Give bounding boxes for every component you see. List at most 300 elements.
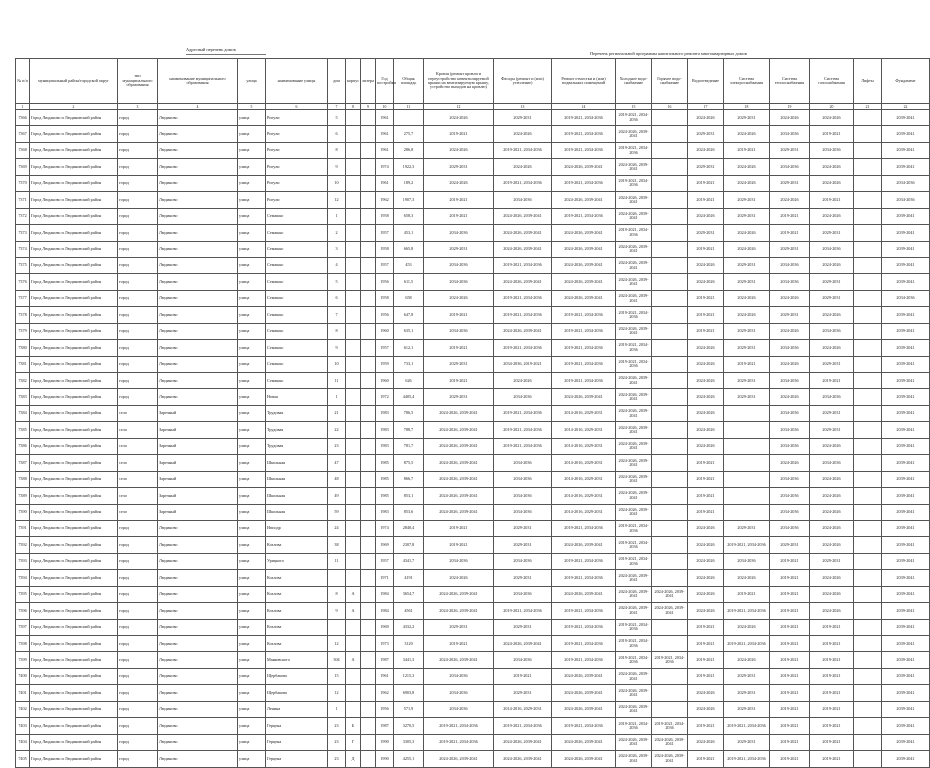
table-cell-n: 7405 xyxy=(16,751,30,767)
table-row xyxy=(16,718,930,734)
column-header: Общая площадь xyxy=(394,59,424,104)
table-cell-mo: Людиново xyxy=(158,225,238,241)
table-cell-el xyxy=(724,488,770,504)
table-cell-roof: 2024-2026, 2039-2041 xyxy=(424,455,494,471)
table-cell-y: 1956 xyxy=(376,701,394,717)
table-cell-gas: 2024-2026 xyxy=(810,603,854,619)
table-cell-mo: Заречный xyxy=(158,455,238,471)
table-cell-a: 2840,4 xyxy=(394,520,424,536)
table-cell-k: Б xyxy=(346,718,361,734)
table-cell-l xyxy=(361,159,376,175)
table-cell-fac: 2024-2026, 2039-2041 xyxy=(494,636,552,652)
table-cell-s: улица xyxy=(238,751,266,767)
table-cell-mo: Людиново xyxy=(158,389,238,405)
table-cell-l xyxy=(361,603,376,619)
table-cell-fnd: 2034-2036 xyxy=(882,175,930,191)
table-cell-fac: 2029-2031 xyxy=(494,619,552,635)
table-cell-bsm: 2014-2016, 2029-2031 xyxy=(552,438,616,454)
table-cell-s: улица xyxy=(238,257,266,273)
table-cell-y: 1985 xyxy=(376,488,394,504)
table-cell-roof: 2029-2031 xyxy=(424,619,494,635)
table-cell-t: село xyxy=(118,488,158,504)
table-cell-mo: Людиново xyxy=(158,603,238,619)
table-cell-roof: 2019-2021 xyxy=(424,192,494,208)
table-row xyxy=(16,701,930,717)
table-cell-lift xyxy=(854,734,882,750)
table-cell-el: 2029-2031 xyxy=(724,323,770,339)
table-cell-s: улица xyxy=(238,422,266,438)
table-cell-lift xyxy=(854,208,882,224)
table-cell-y: 1971 xyxy=(376,570,394,586)
table-cell-fac: 2034-2036 xyxy=(494,652,552,668)
table-cell-y: 1983 xyxy=(376,405,394,421)
table-cell-d: 9 xyxy=(328,340,346,356)
table-cell-fnd: 2039-2041 xyxy=(882,570,930,586)
table-cell-bsm: 2019-2021, 2034-2036 xyxy=(552,652,616,668)
table-cell-y: 1961 xyxy=(376,110,394,126)
table-cell-mo: Людиново xyxy=(158,290,238,306)
table-cell-sw: 2024-2026 xyxy=(688,586,724,602)
table-cell-t: город xyxy=(118,274,158,290)
table-cell-k xyxy=(346,405,361,421)
table-cell-mo: Людиново xyxy=(158,586,238,602)
table-cell-l xyxy=(361,553,376,569)
table-cell-roof: 2019-2021 xyxy=(424,373,494,389)
table-cell-gas: 2024-2026 xyxy=(810,110,854,126)
table-row xyxy=(16,126,930,142)
table-cell-hw xyxy=(652,373,688,389)
table-cell-cw: 2024-2026, 2039-2041 xyxy=(616,192,652,208)
table-row xyxy=(16,652,930,668)
table-cell-gas: 2024-2026 xyxy=(810,504,854,520)
table-cell-sn: Семашко xyxy=(266,356,328,372)
table-cell-fnd: 2039-2041 xyxy=(882,208,930,224)
table-cell-mo: Людиново xyxy=(158,356,238,372)
table-cell-cw: 2024-2026, 2039-2041 xyxy=(616,126,652,142)
table-cell-sw: 2024-2026 xyxy=(688,405,724,421)
table-cell-heat: 2034-2036 xyxy=(770,373,810,389)
table-cell-t: город xyxy=(118,389,158,405)
table-row xyxy=(16,159,930,175)
table-cell-s: улица xyxy=(238,718,266,734)
table-cell-a: 3120 xyxy=(394,636,424,652)
table-cell-d: 6 xyxy=(328,290,346,306)
table-cell-mr: Город Люданово и Людиновский район xyxy=(30,110,118,126)
table-cell-el: 2029-2031 xyxy=(724,257,770,273)
table-cell-mr: Город Люданово и Людиновский район xyxy=(30,241,118,257)
table-cell-hw xyxy=(652,175,688,191)
table-cell-lift xyxy=(854,290,882,306)
table-cell-el xyxy=(724,438,770,454)
table-cell-s: улица xyxy=(238,290,266,306)
table-cell-n: 7397 xyxy=(16,619,30,635)
table-cell-sw: 2024-2026 xyxy=(688,356,724,372)
table-cell-t: город xyxy=(118,307,158,323)
table-cell-fnd: 2039-2041 xyxy=(882,241,930,257)
table-cell-sn: Ригули xyxy=(266,126,328,142)
table-cell-sw: 2019-2021 xyxy=(688,488,724,504)
table-cell-d: 22 xyxy=(328,422,346,438)
table-cell-gas: 2034-2036 xyxy=(810,323,854,339)
table-cell-mo: Людиново xyxy=(158,142,238,158)
table-cell-roof: 2019-2021, 2034-2036 xyxy=(424,734,494,750)
table-cell-sn: Семашко xyxy=(266,225,328,241)
table-cell-l xyxy=(361,175,376,191)
table-cell-sw: 2024-2026 xyxy=(688,537,724,553)
table-cell-sw: 2019-2021 xyxy=(688,307,724,323)
table-cell-n: 7389 xyxy=(16,488,30,504)
table-cell-n: 7400 xyxy=(16,668,30,684)
column-header: муниципальный район/городской округ xyxy=(30,59,118,104)
table-cell-sn: Козлова xyxy=(266,603,328,619)
table-cell-s: улица xyxy=(238,110,266,126)
table-cell-cw: 2024-2026, 2039-2041 xyxy=(616,570,652,586)
table-cell-heat: 2019-2021 xyxy=(770,208,810,224)
table-cell-roof: 2024-2026, 2039-2041 xyxy=(424,652,494,668)
table-cell-cw: 2019-2021, 2034-2036 xyxy=(616,520,652,536)
column-header: улица xyxy=(238,59,266,104)
table-cell-sw: 2024-2026 xyxy=(688,685,724,701)
table-cell-l xyxy=(361,274,376,290)
table-cell-mo: Людиново xyxy=(158,537,238,553)
table-cell-sw: 2024-2026 xyxy=(688,520,724,536)
column-number: 21 xyxy=(854,104,882,110)
table-cell-mo: Людиново xyxy=(158,257,238,273)
table-cell-cw: 2024-2026, 2039-2041 xyxy=(616,504,652,520)
table-cell-lift xyxy=(854,422,882,438)
table-cell-el: 2024-2026 xyxy=(724,570,770,586)
table-cell-l xyxy=(361,718,376,734)
table-cell-gas: 2029-2031 xyxy=(810,290,854,306)
table-cell-k xyxy=(346,701,361,717)
table-cell-a: 4191 xyxy=(394,570,424,586)
table-row xyxy=(16,668,930,684)
table-cell-s: улица xyxy=(238,520,266,536)
table-cell-bsm: 2024-2026, 2039-2041 xyxy=(552,685,616,701)
table-cell-cw: 2019-2021, 2034-2036 xyxy=(616,619,652,635)
table-cell-hw xyxy=(652,241,688,257)
table-cell-gas: 2019-2021 xyxy=(810,652,854,668)
table-cell-el: 2019-2021 xyxy=(724,142,770,158)
table-cell-l xyxy=(361,668,376,684)
table-row xyxy=(16,208,930,224)
table-row xyxy=(16,603,930,619)
table-cell-cw: 2024-2026, 2039-2041 xyxy=(616,438,652,454)
table-cell-el: 2029-2031 xyxy=(724,274,770,290)
table-cell-fac: 2019-2021, 2034-2036 xyxy=(494,405,552,421)
column-number: 18 xyxy=(724,104,770,110)
table-cell-heat: 2029-2031 xyxy=(770,175,810,191)
table-cell-fac: 2019-2021 xyxy=(494,668,552,684)
table-cell-mr: Город Люданово и Людиновский район xyxy=(30,504,118,520)
table-cell-sn: Трудовая xyxy=(266,405,328,421)
table-cell-n: 7372 xyxy=(16,208,30,224)
table-cell-sw: 2019-2021 xyxy=(688,175,724,191)
table-cell-el: 2029-2031 xyxy=(724,192,770,208)
table-cell-bsm: 2019-2021, 2034-2036 xyxy=(552,126,616,142)
table-cell-el: 2029-2031 xyxy=(724,389,770,405)
table-cell-cw: 2024-2026, 2039-2041 xyxy=(616,586,652,602)
column-header: Система газоснабжения xyxy=(810,59,854,104)
table-cell-cw: 2024-2026, 2039-2041 xyxy=(616,701,652,717)
column-number: 16 xyxy=(652,104,688,110)
table-cell-sw: 2019-2021 xyxy=(688,455,724,471)
column-number: 12 xyxy=(424,104,494,110)
table-cell-bsm: 2024-2026, 2039-2041 xyxy=(552,668,616,684)
table-cell-d: 11 xyxy=(328,373,346,389)
table-cell-lift xyxy=(854,225,882,241)
table-cell-l xyxy=(361,389,376,405)
table-cell-a: 658 xyxy=(394,290,424,306)
table-cell-d: 3 xyxy=(328,241,346,257)
table-cell-n: 7379 xyxy=(16,323,30,339)
table-cell-fac: 2034-2036 xyxy=(494,553,552,569)
table-cell-hw xyxy=(652,225,688,241)
table-cell-t: город xyxy=(118,701,158,717)
column-header: литера xyxy=(361,59,376,104)
table-cell-fac: 2019-2021, 2034-2036 xyxy=(494,438,552,454)
table-cell-heat: 2034-2036 xyxy=(770,422,810,438)
table-cell-cw: 2024-2026, 2039-2041 xyxy=(616,751,652,767)
column-header: Ремонт отмостки и (или) подвальных помещений xyxy=(552,59,616,104)
column-header: тип муниципального образования xyxy=(118,59,158,104)
column-number: 8 xyxy=(346,104,361,110)
table-cell-mr: Город Люданово и Людиновский район xyxy=(30,586,118,602)
table-cell-sn: Герцена xyxy=(266,751,328,767)
table-cell-sn: Козлова xyxy=(266,537,328,553)
table-cell-gas: 2019-2021 xyxy=(810,718,854,734)
table-cell-s: улица xyxy=(238,323,266,339)
table-row xyxy=(16,570,930,586)
table-cell-mr: Город Люданово и Людиновский район xyxy=(30,488,118,504)
table-cell-k xyxy=(346,274,361,290)
table-cell-gas: 2019-2021 xyxy=(810,685,854,701)
table-cell-y: 1958 xyxy=(376,290,394,306)
table-cell-cw: 2024-2026, 2039-2041 xyxy=(616,422,652,438)
table-cell-el: 2019-2021, 2034-2036 xyxy=(724,751,770,767)
table-cell-fnd: 2039-2041 xyxy=(882,718,930,734)
table-cell-k xyxy=(346,373,361,389)
table-cell-el: 2024-2026 xyxy=(724,225,770,241)
table-cell-sw: 2024-2026 xyxy=(688,734,724,750)
table-cell-cw: 2019-2021, 2034-2036 xyxy=(616,110,652,126)
table-cell-k xyxy=(346,570,361,586)
table-cell-n: 7367 xyxy=(16,126,30,142)
table-cell-y: 1961 xyxy=(376,142,394,158)
table-row xyxy=(16,110,930,126)
table-row xyxy=(16,734,930,750)
table-cell-mr: Город Люданово и Людиновский район xyxy=(30,225,118,241)
table-cell-hw: 2024-2026, 2039-2041 xyxy=(652,586,688,602)
table-cell-heat: 2019-2021 xyxy=(770,225,810,241)
table-cell-a: 4561 xyxy=(394,603,424,619)
table-cell-gas: 2019-2021 xyxy=(810,668,854,684)
table-cell-gas: 2024-2026 xyxy=(810,340,854,356)
table-cell-l xyxy=(361,520,376,536)
table-cell-el: 2029-2031 xyxy=(724,701,770,717)
table-cell-gas: 2024-2026 xyxy=(810,537,854,553)
table-cell-lift xyxy=(854,192,882,208)
table-cell-fnd: 2039-2041 xyxy=(882,373,930,389)
table-cell-k xyxy=(346,389,361,405)
table-cell-bsm: 2024-2026, 2039-2041 xyxy=(552,257,616,273)
table-cell-d: 1 xyxy=(328,208,346,224)
table-cell-sw: 2024-2026 xyxy=(688,603,724,619)
table-cell-hw xyxy=(652,257,688,273)
table-cell-gas: 2034-2036 xyxy=(810,389,854,405)
table-cell-el: 2029-2031 xyxy=(724,734,770,750)
table-cell-l xyxy=(361,373,376,389)
table-cell-heat: 2019-2021 xyxy=(770,652,810,668)
table-cell-n: 7396 xyxy=(16,603,30,619)
table-cell-hw xyxy=(652,438,688,454)
table-cell-s: улица xyxy=(238,126,266,142)
table-cell-sn: Школьная xyxy=(266,471,328,487)
table-cell-gas: 2029-2031 xyxy=(810,356,854,372)
table-cell-sn: Семашко xyxy=(266,307,328,323)
table-cell-d: 10 xyxy=(328,356,346,372)
table-cell-gas: 2029-2031 xyxy=(810,553,854,569)
table-cell-el: 2029-2031 xyxy=(724,668,770,684)
column-number: 1 xyxy=(16,104,30,110)
table-cell-heat: 2024-2026 xyxy=(770,290,810,306)
table-cell-s: улица xyxy=(238,307,266,323)
table-row xyxy=(16,488,930,504)
table-cell-d: 15 xyxy=(328,668,346,684)
table-cell-s: улица xyxy=(238,685,266,701)
table-cell-sw: 2019-2021 xyxy=(688,323,724,339)
table-cell-gas: 2019-2021 xyxy=(810,751,854,767)
table-cell-roof: 2024-2026, 2039-2041 xyxy=(424,488,494,504)
table-cell-mr: Город Люданово и Людиновский район xyxy=(30,159,118,175)
table-cell-s: улица xyxy=(238,488,266,504)
column-header: Система теплоснабжения xyxy=(770,59,810,104)
table-cell-lift xyxy=(854,586,882,602)
table-cell-sw: 2024-2026 xyxy=(688,422,724,438)
table-cell-sw: 2024-2026 xyxy=(688,208,724,224)
table-cell-k: Д xyxy=(346,751,361,767)
table-cell-a: 4255,1 xyxy=(394,751,424,767)
table-cell-n: 7377 xyxy=(16,290,30,306)
table-cell-sn: Семашко xyxy=(266,323,328,339)
table-cell-d: 47 xyxy=(328,455,346,471)
table-cell-y: 1961 xyxy=(376,126,394,142)
table-cell-d: 12 xyxy=(328,192,346,208)
table-cell-hw xyxy=(652,356,688,372)
table-cell-fnd: 2039-2041 xyxy=(882,553,930,569)
table-cell-gas: 2019-2021 xyxy=(810,701,854,717)
table-cell-sw: 2024-2026 xyxy=(688,553,724,569)
column-number: 9 xyxy=(361,104,376,110)
column-number: 13 xyxy=(494,104,552,110)
table-cell-bsm: 2019-2021, 2034-2036 xyxy=(552,340,616,356)
table-cell-bsm: 2024-2026, 2039-2041 xyxy=(552,586,616,602)
table-cell-a: 2307,8 xyxy=(394,537,424,553)
table-cell-s: улица xyxy=(238,701,266,717)
table-cell-heat: 2034-2036 xyxy=(770,405,810,421)
table-cell-d: 24 xyxy=(328,520,346,536)
table-cell-k xyxy=(346,192,361,208)
table-cell-gas: 2024-2026 xyxy=(810,307,854,323)
table-cell-gas: 2024-2026 xyxy=(810,438,854,454)
table-cell-mr: Город Люданово и Людиновский район xyxy=(30,471,118,487)
table-cell-n: 7370 xyxy=(16,175,30,191)
table-cell-lift xyxy=(854,159,882,175)
table-cell-s: улица xyxy=(238,734,266,750)
table-cell-d: 8 xyxy=(328,142,346,158)
table-cell-t: город xyxy=(118,619,158,635)
table-cell-cw: 2024-2026, 2039-2041 xyxy=(616,389,652,405)
table-cell-fnd: 2039-2041 xyxy=(882,126,930,142)
column-header: дом xyxy=(328,59,346,104)
table-cell-fac: 2019-2021, 2034-2036 xyxy=(494,307,552,323)
table-cell-l xyxy=(361,537,376,553)
table-cell-t: село xyxy=(118,405,158,421)
table-cell-d: 23 xyxy=(328,734,346,750)
table-cell-a: 611,5 xyxy=(394,274,424,290)
table-cell-fac: 2029-2031 xyxy=(494,570,552,586)
table-cell-roof: 2024-2026, 2039-2041 xyxy=(424,603,494,619)
table-cell-mr: Город Люданово и Людиновский район xyxy=(30,340,118,356)
table-cell-hw xyxy=(652,537,688,553)
table-cell-n: 7371 xyxy=(16,192,30,208)
table-cell-fnd: 2039-2041 xyxy=(882,701,930,717)
table-cell-n: 7381 xyxy=(16,356,30,372)
table-cell-y: 1983 xyxy=(376,438,394,454)
table-cell-t: город xyxy=(118,241,158,257)
table-cell-fnd: 2039-2041 xyxy=(882,488,930,504)
table-cell-fnd: 2039-2041 xyxy=(882,422,930,438)
table-row xyxy=(16,504,930,520)
table-cell-s: улица xyxy=(238,340,266,356)
table-cell-bsm: 2019-2021, 2034-2036 xyxy=(552,553,616,569)
table-cell-sn: Семашко xyxy=(266,257,328,273)
table-cell-lift xyxy=(854,110,882,126)
table-cell-a: 4332,2 xyxy=(394,619,424,635)
table-cell-sn: Трудовая xyxy=(266,422,328,438)
table-cell-mr: Город Люданово и Людиновский район xyxy=(30,405,118,421)
table-cell-sn: Герцена xyxy=(266,734,328,750)
table-row xyxy=(16,192,930,208)
table-cell-sw: 2019-2021 xyxy=(688,751,724,767)
table-cell-sw: 2029-2031 xyxy=(688,126,724,142)
table-cell-a: 853,6 xyxy=(394,504,424,520)
table-cell-cw: 2024-2026, 2039-2041 xyxy=(616,290,652,306)
table-cell-t: село xyxy=(118,438,158,454)
table-cell-l xyxy=(361,241,376,257)
table-cell-y: 1956 xyxy=(376,274,394,290)
table-cell-el: 2019-2021 xyxy=(724,356,770,372)
table-cell-sn: Козлова xyxy=(266,619,328,635)
table-cell-s: улица xyxy=(238,471,266,487)
table-cell-heat: 2019-2021 xyxy=(770,570,810,586)
column-header: наименование улицы xyxy=(266,59,328,104)
table-cell-sn: Урицкого xyxy=(266,553,328,569)
table-cell-el: 2024-2026 xyxy=(724,619,770,635)
table-cell-k xyxy=(346,438,361,454)
table-cell-l xyxy=(361,126,376,142)
table-cell-sn: Ригули xyxy=(266,175,328,191)
table-cell-hw xyxy=(652,159,688,175)
table-cell-fac: 2019-2021, 2034-2036 xyxy=(494,422,552,438)
table-cell-heat: 2019-2021 xyxy=(770,636,810,652)
table-cell-n: 7391 xyxy=(16,520,30,536)
table-row xyxy=(16,257,930,273)
table-cell-t: город xyxy=(118,126,158,142)
table-cell-lift xyxy=(854,570,882,586)
table-cell-k xyxy=(346,175,361,191)
table-cell-a xyxy=(394,110,424,126)
